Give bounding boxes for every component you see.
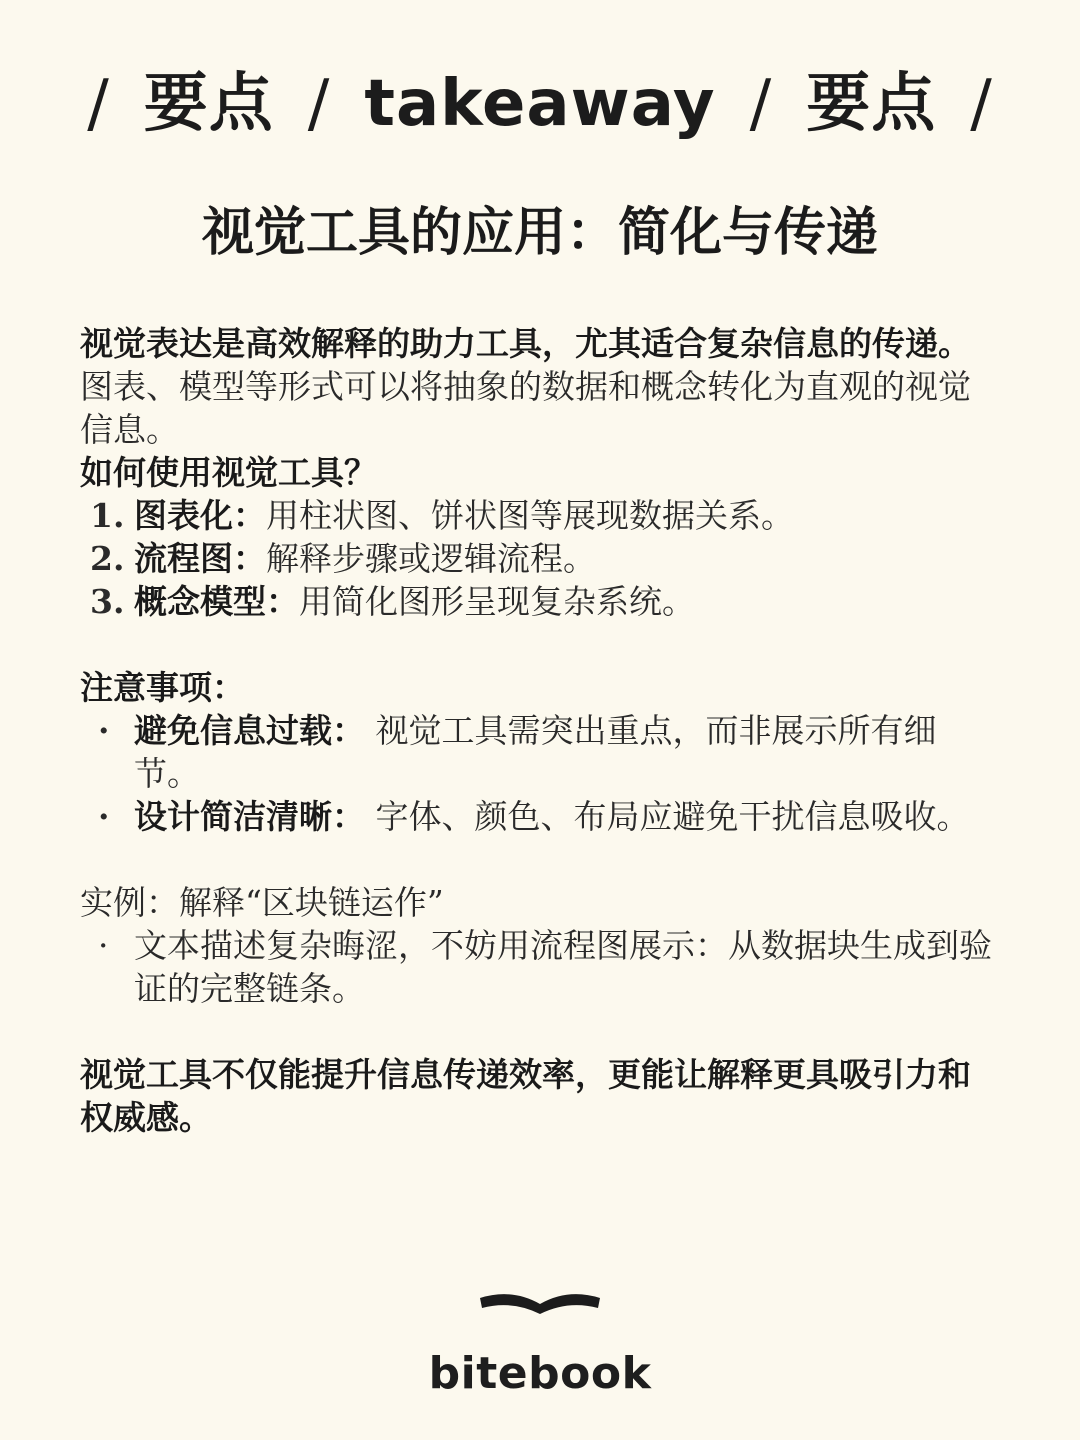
notes-heading: 注意事项：	[80, 668, 245, 707]
header-middle-label: takeaway	[364, 67, 716, 141]
content	[80, 322, 1000, 1139]
list-item	[80, 924, 1000, 1010]
header-left-label: 要点	[143, 67, 274, 141]
intro-rest: 图表、模型等形式可以将抽象的数据和概念转化为直观的视觉信息。	[80, 367, 971, 449]
list-item	[80, 494, 1000, 537]
list-item-number: 2.	[90, 539, 125, 578]
list-item-label: 设计简洁清晰：	[134, 797, 365, 836]
brand-logo	[0, 1290, 1080, 1399]
list-item-label: 避免信息过载：	[134, 711, 365, 750]
list-item-text: 用简化图形呈现复杂系统。	[299, 582, 695, 621]
example-list	[80, 924, 1000, 1010]
header-slash: /	[87, 67, 110, 141]
list-item	[80, 709, 1000, 795]
list-item-text: 字体、颜色、布局应避免干扰信息吸收。	[365, 797, 970, 836]
list-item-text: 视觉工具需突出重点，而非展示所有细节。	[134, 711, 937, 793]
list-item-text: 用柱状图、饼状图等展现数据关系。	[266, 496, 794, 535]
notes-section	[80, 666, 1000, 838]
header-slash: /	[307, 67, 331, 141]
list-item-label: 概念模型：	[134, 582, 299, 621]
how-to-list	[80, 494, 1000, 623]
bullet-icon: ·	[98, 926, 109, 965]
header	[0, 52, 1080, 144]
list-item	[80, 537, 1000, 580]
open-book-icon	[478, 1290, 602, 1326]
example-section	[80, 881, 1000, 1010]
header-slash: /	[970, 67, 993, 141]
intro-paragraph	[80, 322, 1000, 451]
page-title: 视觉工具的应用：简化与传递	[201, 202, 878, 263]
list-item-label: 图表化：	[134, 496, 266, 535]
intro-bold: 视觉表达是高效解释的助力工具，尤其适合复杂信息的传递。	[80, 324, 971, 363]
bullet-icon: ·	[98, 711, 110, 750]
header-right-label: 要点	[806, 67, 937, 141]
bullet-icon: ·	[98, 797, 110, 836]
how-to-heading: 如何使用视觉工具？	[80, 453, 377, 492]
example-heading: 实例：解释“区块链运作”	[80, 883, 444, 922]
list-item-label: 流程图：	[134, 539, 266, 578]
list-item-number: 1.	[90, 496, 125, 535]
conclusion: 视觉工具不仅能提升信息传递效率，更能让解释更具吸引力和权威感。	[80, 1055, 971, 1137]
how-to-section	[80, 451, 1000, 623]
brand-name: bitebook	[428, 1348, 652, 1399]
notes-list	[80, 709, 1000, 838]
list-item	[80, 580, 1000, 623]
list-item-text: 解释步骤或逻辑流程。	[266, 539, 596, 578]
list-item-number: 3.	[90, 582, 125, 621]
list-item-text: 文本描述复杂晦涩，不妨用流程图展示：从数据块生成到验证的完整链条。	[134, 926, 992, 1008]
list-item	[80, 795, 1000, 838]
header-slash: /	[749, 67, 773, 141]
